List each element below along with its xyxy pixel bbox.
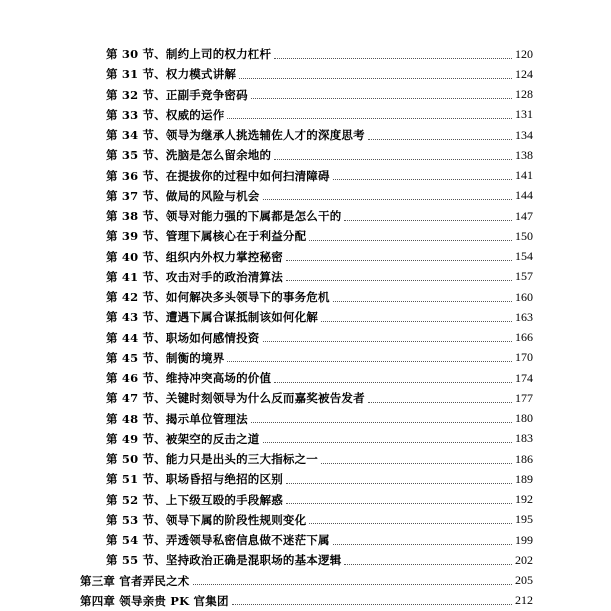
entry-title: 第 39 节、管理下属核心在于利益分配 [106, 229, 307, 244]
entry-title: 第四章 领导亲贵 PK 官集团 [80, 593, 229, 608]
dot-leader [263, 442, 512, 443]
entry-title: 第 31 节、权力模式讲解 [106, 67, 237, 82]
dot-leader [368, 139, 512, 140]
toc-section-entry [0, 44, 611, 64]
table-of-contents [0, 44, 611, 611]
toc-section-entry [0, 85, 611, 105]
entry-title: 第 41 节、攻击对手的政治清算法 [106, 269, 283, 284]
dot-leader [321, 463, 512, 464]
toc-section-entry [0, 307, 611, 327]
toc-section-entry [0, 388, 611, 408]
entry-page-number: 154 [515, 249, 533, 264]
entry-page-number: 202 [515, 552, 533, 567]
dot-leader [309, 240, 512, 241]
toc-section-entry [0, 206, 611, 226]
entry-page-number: 163 [515, 309, 533, 324]
dot-leader [274, 159, 512, 160]
entry-title: 第 55 节、坚持政治正确是混职场的基本逻辑 [106, 553, 342, 568]
entry-title: 第 30 节、制约上司的权力杠杆 [106, 47, 272, 62]
dot-leader [333, 179, 512, 180]
entry-page-number: 138 [515, 147, 533, 162]
dot-leader [263, 199, 512, 200]
section-list [0, 44, 611, 571]
dot-leader [286, 483, 512, 484]
dot-leader [227, 118, 512, 119]
entry-page-number: 150 [515, 228, 533, 243]
entry-title: 第 43 节、遭遇下属合谋抵制该如何化解 [106, 310, 319, 325]
toc-section-entry [0, 429, 611, 449]
entry-title: 第 46 节、维持冲突高场的价值 [106, 371, 272, 386]
entry-title: 第 40 节、组织内外权力掌控秘密 [106, 249, 283, 264]
toc-section-entry [0, 267, 611, 287]
entry-page-number: 120 [515, 46, 533, 61]
dot-leader [286, 260, 512, 261]
toc-section-entry [0, 449, 611, 469]
dot-leader [286, 280, 512, 281]
toc-section-entry [0, 145, 611, 165]
toc-section-entry [0, 125, 611, 145]
entry-title: 第 49 节、被架空的反击之道 [106, 431, 260, 446]
entry-page-number: 180 [515, 411, 533, 426]
entry-page-number: 147 [515, 208, 533, 223]
entry-page-number: 174 [515, 370, 533, 385]
dot-leader [333, 301, 512, 302]
entry-title: 第 50 节、能力只是出头的三大指标之一 [106, 452, 319, 467]
entry-title: 第 51 节、职场昏招与绝招的区别 [106, 472, 283, 487]
entry-page-number: 205 [515, 573, 533, 588]
dot-leader [227, 361, 512, 362]
entry-page-number: 141 [515, 168, 533, 183]
dot-leader [263, 341, 512, 342]
entry-title: 第 35 节、洗脑是怎么留余地的 [106, 148, 272, 163]
entry-page-number: 144 [515, 188, 533, 203]
toc-section-entry [0, 64, 611, 84]
dot-leader [274, 58, 512, 59]
entry-page-number: 170 [515, 350, 533, 365]
entry-page-number: 124 [515, 66, 533, 81]
entry-title: 第 34 节、领导为继承人挑选辅佐人才的深度思考 [106, 128, 365, 143]
dot-leader [309, 523, 512, 524]
entry-page-number: 157 [515, 269, 533, 284]
toc-section-entry [0, 530, 611, 550]
entry-page-number: 212 [515, 593, 533, 608]
toc-section-entry [0, 287, 611, 307]
entry-page-number: 134 [515, 127, 533, 142]
dot-leader [251, 422, 512, 423]
toc-section-entry [0, 348, 611, 368]
toc-section-entry [0, 490, 611, 510]
dot-leader [321, 321, 512, 322]
toc-chapter-entry [0, 571, 611, 591]
toc-section-entry [0, 226, 611, 246]
entry-page-number: 199 [515, 532, 533, 547]
entry-title: 第 42 节、如何解决多头领导下的事务危机 [106, 290, 330, 305]
toc-section-entry [0, 247, 611, 267]
entry-title: 第 38 节、领导对能力强的下属都是怎么干的 [106, 209, 342, 224]
dot-leader [344, 220, 512, 221]
entry-title: 第 37 节、做局的风险与机会 [106, 188, 260, 203]
entry-title: 第 33 节、权威的运作 [106, 107, 225, 122]
entry-title: 第 44 节、职场如何感情投资 [106, 330, 260, 345]
dot-leader [239, 78, 512, 79]
dot-leader [232, 604, 512, 605]
chapter-list [0, 571, 611, 611]
entry-page-number: 166 [515, 330, 533, 345]
entry-page-number: 195 [515, 512, 533, 527]
toc-section-entry [0, 166, 611, 186]
entry-title: 第 45 节、制衡的境界 [106, 350, 225, 365]
entry-title: 第 36 节、在提拔你的过程中如何扫清障碍 [106, 168, 330, 183]
dot-leader [274, 382, 512, 383]
dot-leader [333, 544, 512, 545]
entry-title: 第 32 节、正副手竞争密码 [106, 87, 248, 102]
dot-leader [344, 564, 512, 565]
entry-page-number: 186 [515, 451, 533, 466]
entry-page-number: 189 [515, 471, 533, 486]
toc-section-entry [0, 186, 611, 206]
entry-page-number: 192 [515, 492, 533, 507]
entry-page-number: 128 [515, 87, 533, 102]
entry-title: 第 54 节、弄透领导私密信息做不迷茫下属 [106, 533, 330, 548]
dot-leader [193, 584, 512, 585]
entry-title: 第 48 节、揭示单位管理法 [106, 411, 248, 426]
entry-page-number: 177 [515, 390, 533, 405]
toc-section-entry [0, 550, 611, 570]
dot-leader [251, 98, 512, 99]
entry-page-number: 183 [515, 431, 533, 446]
entry-title: 第 53 节、领导下属的阶段性规则变化 [106, 512, 307, 527]
dot-leader [368, 402, 512, 403]
toc-section-entry [0, 368, 611, 388]
toc-section-entry [0, 469, 611, 489]
entry-title: 第 47 节、关键时刻领导为什么反而嘉奖被告发者 [106, 391, 365, 406]
toc-section-entry [0, 510, 611, 530]
entry-title: 第三章 官者弄民之术 [80, 573, 190, 588]
entry-page-number: 160 [515, 289, 533, 304]
toc-section-entry [0, 409, 611, 429]
entry-page-number: 131 [515, 107, 533, 122]
dot-leader [286, 503, 512, 504]
entry-title: 第 52 节、上下级互殴的手段解惑 [106, 492, 283, 507]
toc-section-entry [0, 105, 611, 125]
toc-chapter-entry [0, 591, 611, 611]
toc-section-entry [0, 328, 611, 348]
